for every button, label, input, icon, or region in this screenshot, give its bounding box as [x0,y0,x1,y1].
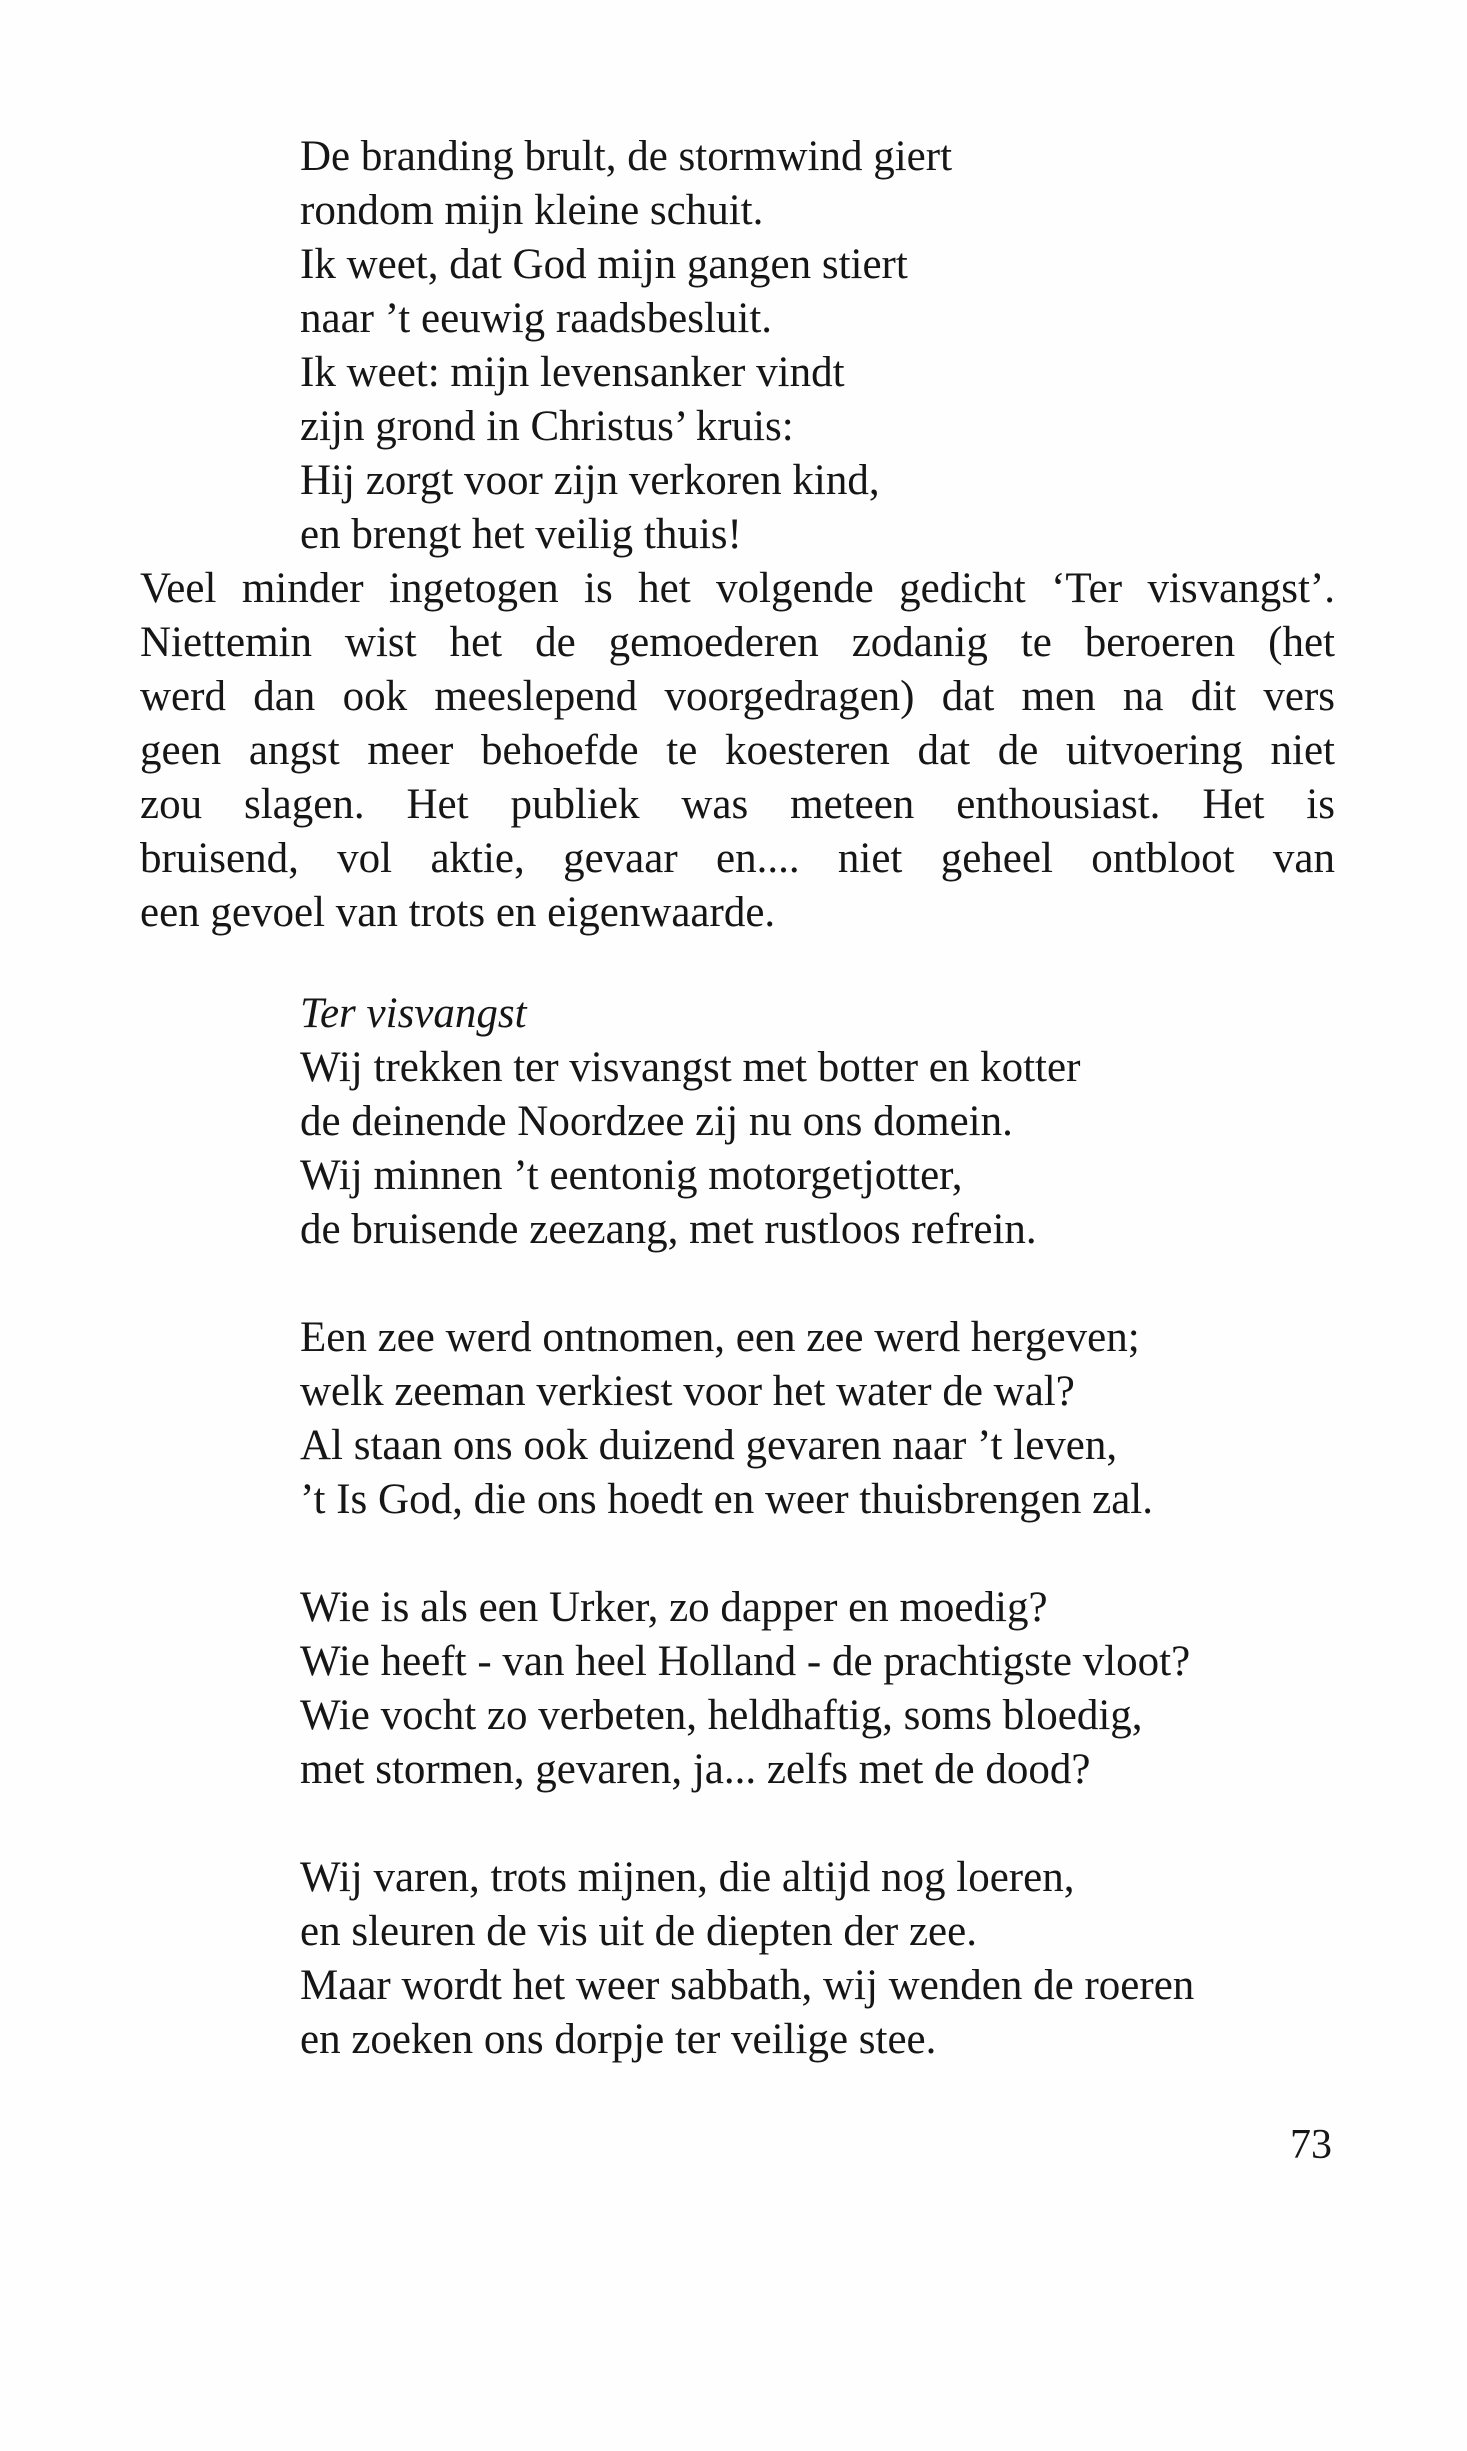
prose-line: werd dan ook meeslepend voorgedragen) dat men na dit vers [140,673,1335,720]
poem-line: Wie is als een Urker, zo dapper en moedig? [300,1584,1048,1631]
poem-line: zijn grond in Christus’ kruis: [300,403,794,450]
poem-line: welk zeeman verkiest voor het water de wal? [300,1368,1075,1415]
poem-line: De branding brult, de stormwind giert [300,133,953,180]
poem-line: en brengt het veilig thuis! [300,511,742,558]
prose-line: zou slagen. Het publiek was meteen enthousiast. Het is [140,781,1335,828]
poem-line: met stormen, gevaren, ja... zelfs met de dood? [300,1746,1091,1793]
poem-line: en sleuren de vis uit de diepten der zee. [300,1908,977,1955]
poem-line: Ik weet: mijn levensanker vindt [300,349,845,396]
poem-line: Wie vocht zo verbeten, heldhaftig, soms bloedig, [300,1692,1143,1739]
prose-line: geen angst meer behoefde te koesteren dat de uitvoering niet [140,727,1335,774]
prose-line: bruisend, vol aktie, gevaar en.... niet geheel ontbloot van [140,835,1335,882]
page-number: 73 [1290,2122,1332,2168]
poem-line: Hij zorgt voor zijn verkoren kind, [300,457,880,504]
poem-line: ’t Is God, die ons hoedt en weer thuisbrengen zal. [300,1476,1154,1523]
prose-line: Veel minder ingetogen is het volgende gedicht ‘Ter visvangst’. [140,565,1335,612]
poem-line: en zoeken ons dorpje ter veilige stee. [300,2016,937,2063]
poem-line: Maar wordt het weer sabbath, wij wenden de roeren [300,1962,1195,2009]
poem-line: de deinende Noordzee zij nu ons domein. [300,1098,1013,1145]
poem-line: naar ’t eeuwig raadsbesluit. [300,295,773,342]
prose-line: een gevoel van trots en eigenwaarde. [140,889,776,936]
poem-line: Ik weet, dat God mijn gangen stiert [300,241,908,288]
poem-line: Al staan ons ook duizend gevaren naar ’t leven, [300,1422,1118,1469]
poem-line: Wij minnen ’t eentonig motorgetjotter, [300,1152,963,1199]
poem-title: Ter visvangst [300,990,527,1037]
poem-line: de bruisende zeezang, met rustloos refrein. [300,1206,1037,1253]
poem-line: Een zee werd ontnomen, een zee werd hergeven; [300,1314,1140,1361]
poem-line: rondom mijn kleine schuit. [300,187,764,234]
poem-line: Wij varen, trots mijnen, die altijd nog loeren, [300,1854,1075,1901]
poem-line: Wij trekken ter visvangst met botter en kotter [300,1044,1081,1091]
prose-line: Niettemin wist het de gemoederen zodanig te beroeren (het [140,619,1335,666]
poem-line: Wie heeft - van heel Holland - de prachtigste vloot? [300,1638,1191,1685]
